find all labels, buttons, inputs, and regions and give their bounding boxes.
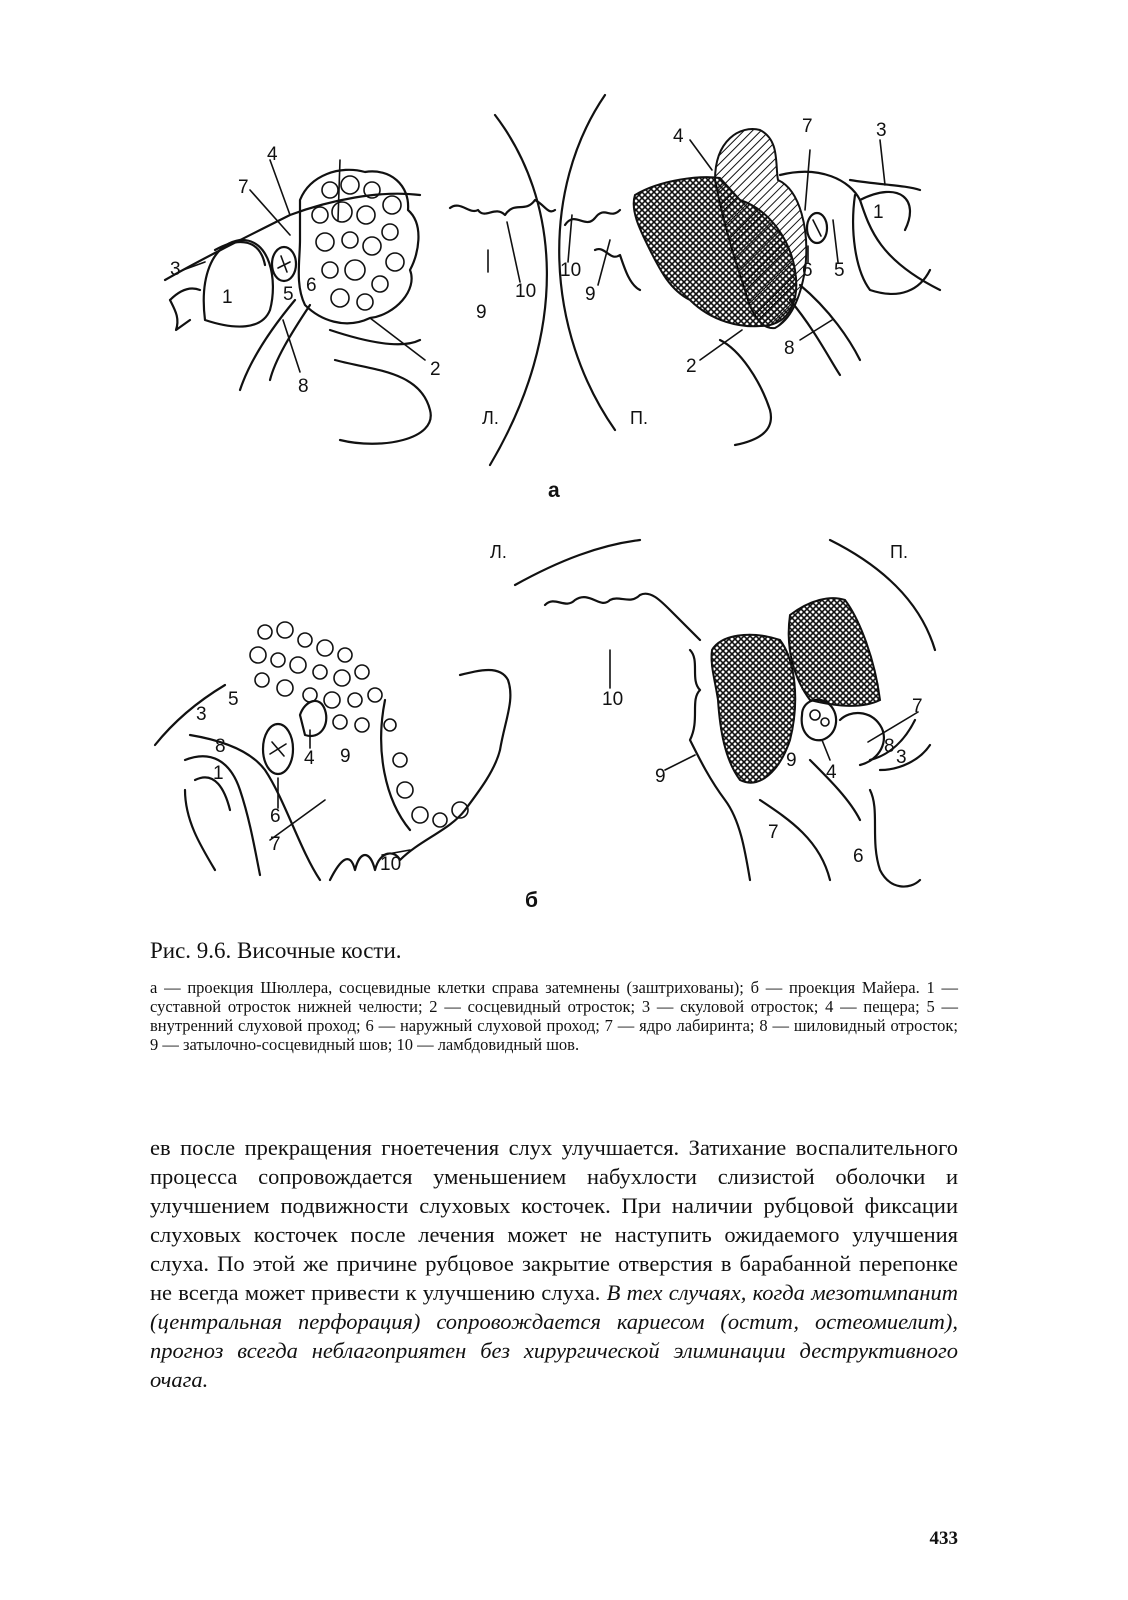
label-a-r-3: 3	[876, 120, 887, 141]
label-a-l-4: 4	[267, 144, 278, 165]
label-b-r-6: 6	[853, 846, 864, 867]
label-a-r-6: 6	[802, 260, 813, 281]
label-b-l-5: 5	[228, 689, 239, 710]
panel-a-sublabel: а	[548, 479, 560, 502]
label-a-l-9: 9	[476, 302, 487, 323]
label-a-r-8: 8	[784, 338, 795, 359]
label-a-l-6: 6	[306, 275, 317, 296]
label-b-l-1: 1	[213, 763, 224, 784]
label-b-l-10: 10	[380, 854, 402, 875]
figure-caption-title: Рис. 9.6. Височные кости.	[150, 938, 402, 963]
label-a-l-2: 2	[430, 359, 441, 380]
label-b-r-8: 8	[884, 736, 895, 757]
side-label-b-right: П.	[890, 542, 908, 562]
panel-b-right-bone	[515, 540, 935, 887]
label-a-r-10: 10	[560, 260, 582, 281]
side-label-a-left: Л.	[482, 408, 499, 428]
label-a-r-2: 2	[686, 356, 697, 377]
label-b-r-9b: 9	[655, 766, 666, 787]
label-b-l-7: 7	[270, 834, 281, 855]
label-a-l-7: 7	[238, 177, 249, 198]
body-italic-text: В тех случаях, когда мезотимпанит (центральная перфорация) сопровождается кариесом (остит, остеомиелит), прогноз всегда неблагоприятен без хирургической элиминации деструктивного очага.	[150, 1280, 958, 1392]
label-a-r-1: 1	[873, 202, 884, 223]
label-b-r-7b: 7	[912, 696, 923, 717]
label-a-l-3: 3	[170, 259, 181, 280]
label-a-r-5: 5	[834, 260, 845, 281]
label-b-l-3: 3	[196, 704, 207, 725]
label-b-r-3: 3	[896, 747, 907, 768]
label-b-l-9: 9	[340, 746, 351, 767]
panel-b-cells	[250, 622, 382, 732]
body-regular-text: ев после прекращения гноетечения слух улучшается. Затихание воспалительного процесса сопровождается уменьшением набухлости слизистой оболочки и улучшением подвижности слуховых косточек. При наличии рубцовой фиксации слуховых косточек после лечения может не наступить ожидаемого улучшения слуха. По этой же причине рубцовое закрытие отверстия в барабанной перепонке не всегда может привести к улучшению слуха.	[150, 1135, 958, 1305]
page-number: 433	[929, 1528, 958, 1549]
body-text	[150, 1133, 958, 1394]
label-b-l-4: 4	[304, 748, 315, 769]
side-label-b-left: Л.	[490, 542, 507, 562]
panel-b-mayer	[155, 540, 935, 912]
panel-b-sublabel: б	[525, 889, 538, 912]
body-paragraph	[150, 1133, 958, 1394]
label-a-r-4: 4	[673, 126, 684, 147]
label-b-r-7: 7	[768, 822, 779, 843]
panel-a-schuller	[165, 95, 940, 502]
panel-b-left-bone	[155, 622, 510, 880]
label-b-r-4: 4	[826, 762, 837, 783]
figure-caption-text: а — проекция Шюллера, сосцевидные клетки справа затемнены (заштрихованы); б — проекция Майера. 1 — суставной отросток нижней челюсти; 2 — сосцевидный отросток; 3 — скуловой отросток; 4 — пещера; 5 — внутренний слуховой проход; 6 — наружный слуховой проход; 7 — ядро лабиринта; 8 — шиловидный отросток; 9 — затылочно-сосцевидный шов; 10 — ламбдовидный шов.	[150, 978, 958, 1054]
label-a-r-9: 9	[585, 284, 596, 305]
label-a-l-1: 1	[222, 287, 233, 308]
label-a-l-10: 10	[515, 281, 537, 302]
label-b-l-8: 8	[215, 736, 226, 757]
label-b-r-10: 10	[602, 689, 624, 710]
label-b-r-9: 9	[786, 750, 797, 771]
label-a-r-7: 7	[802, 116, 813, 137]
side-label-a-right: П.	[630, 408, 648, 428]
label-a-l-8: 8	[298, 376, 309, 397]
label-b-l-6: 6	[270, 806, 281, 827]
label-a-l-5: 5	[283, 284, 294, 305]
panel-a-right-bone	[565, 129, 940, 445]
